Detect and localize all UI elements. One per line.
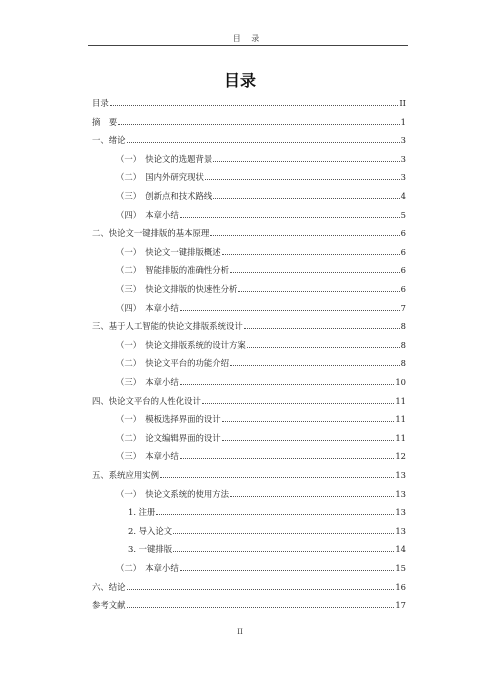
toc-entry-page: 3 xyxy=(400,153,406,164)
toc-entry-label: （一） 快论文系统的使用方法 xyxy=(116,488,230,499)
toc-entry-label: （一） 快论文排版系统的设计方案 xyxy=(116,339,246,350)
toc-entry-page: 11 xyxy=(395,432,406,443)
toc-leader-dots xyxy=(180,217,400,218)
toc-entry[interactable] xyxy=(92,95,406,108)
toc-entry-page: 6 xyxy=(400,246,406,257)
toc-entry-label: 五、系统应用实例 xyxy=(92,470,159,480)
toc-entry[interactable] xyxy=(92,318,406,331)
toc-entry-page: 6 xyxy=(400,284,406,294)
toc-entry-page: 5 xyxy=(400,209,406,220)
toc-entry[interactable] xyxy=(92,523,406,536)
toc-entry-label: 参考文献 xyxy=(92,600,126,611)
toc-entry-label: （三） 本章小结 xyxy=(116,451,179,462)
toc-leader-dots xyxy=(118,124,400,125)
toc-entry[interactable] xyxy=(92,300,406,313)
toc-leader-dots xyxy=(180,310,400,311)
toc-leader-dots xyxy=(173,533,394,534)
toc-entry-page: 1 xyxy=(400,116,406,127)
toc-entry[interactable] xyxy=(92,114,406,127)
toc-entry-label: （四） 本章小结 xyxy=(116,209,179,220)
toc-entry-page: 7 xyxy=(400,302,406,313)
page-title: 目录 xyxy=(223,71,256,90)
toc-entry[interactable] xyxy=(92,467,406,480)
toc-entry-label: 3. 一键排版 xyxy=(128,544,173,555)
toc-entry[interactable] xyxy=(92,411,406,424)
toc-entry-page: 6 xyxy=(400,265,406,276)
toc-entry-page: 3 xyxy=(400,135,406,146)
toc-entry-label: （二） 国内外研究现状 xyxy=(116,172,204,183)
toc-entry-label: 三、基于人工智能的快论文排版系统设计 xyxy=(92,321,243,332)
toc-entry-label: （二） 智能排版的准确性分析 xyxy=(116,265,230,276)
toc-entry-label: 1. 注册 xyxy=(128,507,156,518)
toc-entry[interactable] xyxy=(92,281,406,294)
toc-entry-label: 一、绪论 xyxy=(92,135,126,146)
toc-entry-page: 10 xyxy=(395,377,406,387)
toc-entry-label: （一） 快论文的选题背景 xyxy=(116,153,213,164)
toc-leader-dots xyxy=(173,551,394,552)
toc-leader-dots xyxy=(244,328,400,329)
toc-entry[interactable] xyxy=(92,207,406,220)
toc-entry-label: 六、结论 xyxy=(92,581,126,592)
toc-entry-label: 目录 xyxy=(92,98,109,108)
toc-entry-label: （三） 快论文排版的快速性分析 xyxy=(116,284,238,294)
toc-entry-label: （二） 本章小结 xyxy=(116,563,179,573)
toc-entry-page: 3 xyxy=(400,172,406,183)
toc-leader-dots xyxy=(180,570,395,571)
toc-leader-dots xyxy=(230,365,400,366)
toc-entry[interactable] xyxy=(92,151,406,164)
toc-leader-dots xyxy=(156,514,394,515)
toc-entry-label: （三） 本章小结 xyxy=(116,377,179,387)
toc-entry-page: 8 xyxy=(400,321,406,332)
toc-entry-page: 11 xyxy=(395,414,406,425)
toc-leader-dots xyxy=(222,254,400,255)
toc-entry-page: 13 xyxy=(395,525,406,536)
toc-entry[interactable] xyxy=(92,430,406,443)
toc-entry[interactable] xyxy=(92,541,406,554)
toc-leader-dots xyxy=(127,142,400,143)
toc-leader-dots xyxy=(247,347,400,348)
toc-entry-page: 6 xyxy=(400,228,406,239)
toc-entry[interactable] xyxy=(92,244,406,257)
footer-page-number: II xyxy=(237,628,243,636)
toc-entry[interactable] xyxy=(92,486,406,499)
toc-entry[interactable] xyxy=(92,579,406,592)
toc-entry-label: （二） 论文编辑界面的设计 xyxy=(116,432,221,443)
toc-leader-dots xyxy=(180,458,395,459)
toc-entry-page: 12 xyxy=(395,451,406,462)
toc-entry[interactable] xyxy=(92,504,406,517)
toc-entry-page: 15 xyxy=(395,563,406,573)
toc-leader-dots xyxy=(180,384,395,385)
toc-entry-label: （一） 快论文一键排版概述 xyxy=(116,246,221,257)
toc-entry-page: 13 xyxy=(395,470,406,480)
toc-leader-dots xyxy=(160,477,394,478)
toc-entry[interactable] xyxy=(92,560,406,573)
toc-entry-page: 4 xyxy=(400,191,406,201)
toc-leader-dots xyxy=(222,421,395,422)
toc-leader-dots xyxy=(222,440,395,441)
toc-entry-label: （三） 创新点和技术路线 xyxy=(116,191,213,201)
toc-entry-page: II xyxy=(399,98,406,108)
toc-leader-dots xyxy=(238,291,399,292)
toc-entry[interactable] xyxy=(92,374,406,387)
toc-entry[interactable] xyxy=(92,132,406,145)
toc-entry-label: （一） 模板选择界面的设计 xyxy=(116,414,221,425)
toc-leader-dots xyxy=(110,105,399,106)
toc-entry-label: 2. 导入论文 xyxy=(128,525,173,536)
toc-entry-page: 8 xyxy=(400,339,406,350)
toc-leader-dots xyxy=(213,198,399,199)
toc-entry-label: （二） 快论文平台的功能介绍 xyxy=(116,358,230,369)
toc-leader-dots xyxy=(127,607,395,608)
running-header: 目 录 xyxy=(232,34,264,43)
toc-leader-dots xyxy=(213,161,399,162)
toc-entry-label: 摘 要 xyxy=(92,116,118,127)
toc-leader-dots xyxy=(230,272,400,273)
toc-entry-page: 16 xyxy=(395,581,406,592)
toc-entry-page: 13 xyxy=(395,507,406,518)
toc-leader-dots xyxy=(230,496,394,497)
toc-leader-dots xyxy=(202,403,394,404)
toc-entry-page: 17 xyxy=(395,600,406,611)
toc-entry[interactable] xyxy=(92,188,406,201)
toc-entry[interactable] xyxy=(92,597,406,610)
toc-entry[interactable] xyxy=(92,169,406,182)
header-rule xyxy=(88,45,408,46)
toc-entry-page: 11 xyxy=(395,395,406,406)
toc-entry-label: （四） 本章小结 xyxy=(116,302,179,313)
toc-entry[interactable] xyxy=(92,262,406,275)
toc-entry[interactable] xyxy=(92,393,406,406)
toc-entry[interactable] xyxy=(92,225,406,238)
toc-entry-label: 四、快论文平台的人性化设计 xyxy=(92,395,201,406)
toc-leader-dots xyxy=(210,235,399,236)
toc-entry-label: 二、快论文一键排版的基本原理 xyxy=(92,228,210,239)
toc-entry[interactable] xyxy=(92,448,406,461)
toc-leader-dots xyxy=(205,179,400,180)
toc-entry-page: 13 xyxy=(395,488,406,499)
toc-entry-page: 14 xyxy=(395,544,406,555)
toc-entry[interactable] xyxy=(92,355,406,368)
toc-entry-page: 8 xyxy=(400,358,406,369)
toc-leader-dots xyxy=(127,589,395,590)
toc-entry[interactable] xyxy=(92,337,406,350)
